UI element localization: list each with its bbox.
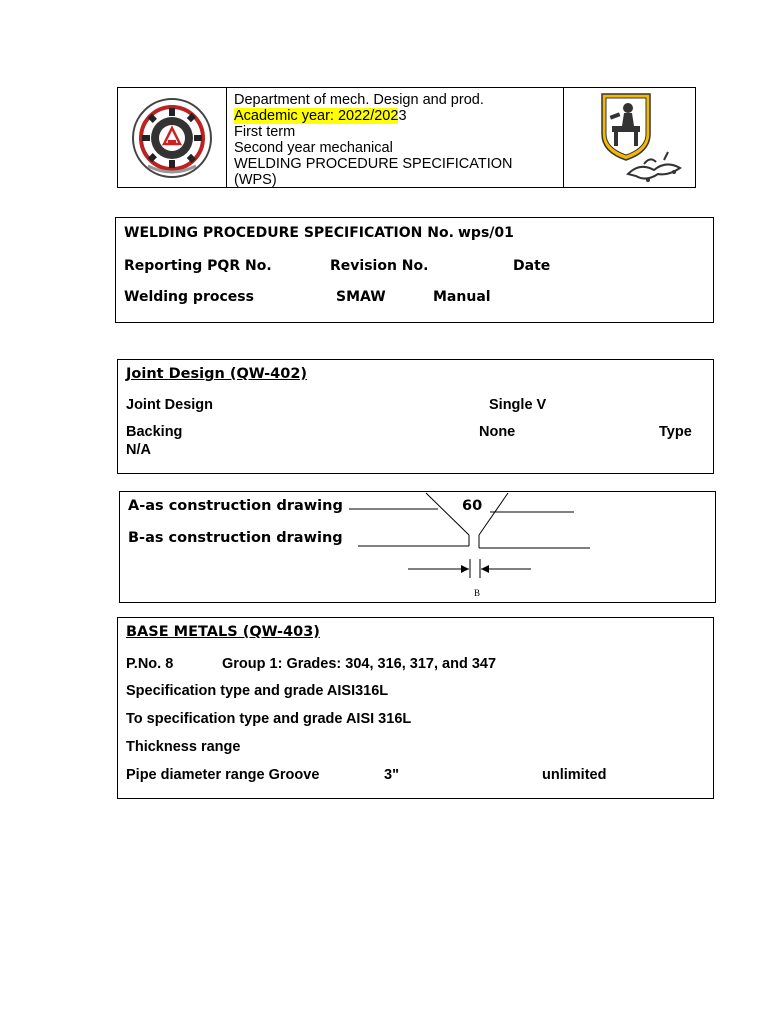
header-divider-left [226,88,227,187]
backing-label: Backing [126,424,183,440]
date-label: Date [513,258,551,274]
term: First term [234,124,296,140]
year-level: Second year mechanical [234,140,393,156]
joint-design-box [117,359,714,474]
joint-design-heading: Joint Design (QW-402) [126,366,308,382]
base-metals-heading: BASE METALS (QW-403) [126,624,320,640]
academic-year [234,108,574,124]
joint-design-label: Joint Design [126,397,214,413]
type-value: N/A [126,442,151,458]
academic-year-rest: 3 [398,108,407,124]
process-label: Welding process [124,289,254,305]
academic-year-highlighted: Academic year: 2022/202 [234,108,399,124]
process-mode: Manual [433,289,491,305]
root-gap-label: B [474,588,481,598]
to-spec-type-grade: To specification type and grade AISI 316L [126,711,412,727]
pqr-label: Reporting PQR No. [124,258,272,274]
thickness-range: Thickness range [126,739,241,755]
pipe-diameter-label: Pipe diameter range Groove [126,767,320,783]
department-name: Department of mech. Design and prod. [234,92,484,108]
header-table [117,87,696,188]
doc-title-line1: WELDING PROCEDURE SPECIFICATION [234,156,513,172]
pno: P.No. 8 [126,656,174,672]
spec-no-label: WELDING PROCEDURE SPECIFICATION No. [124,225,454,241]
drawing-line-a: A-as construction drawing [128,498,343,514]
wps-info-box [115,217,714,323]
pipe-diameter-range: unlimited [542,767,607,783]
backing-value: None [479,424,516,440]
university-logo [588,90,696,186]
joint-design-value: Single V [489,397,547,413]
spec-type-grade: Specification type and grade AISI316L [126,683,389,699]
drawing-line-b: B-as construction drawing [128,530,343,546]
revision-label: Revision No. [330,258,429,274]
groove-angle-label: 60 [462,498,483,514]
type-label: Type [659,424,692,440]
header-text [234,92,574,188]
pipe-diameter-value: 3" [384,767,399,783]
spec-no-value: wps/01 [458,225,514,241]
construction-drawing-box [119,491,716,603]
process-value: SMAW [336,289,386,305]
doc-title-line2: (WPS) [234,172,277,188]
single-v-joint-sketch [120,492,715,602]
faculty-logo [128,96,216,180]
base-metals-box [117,617,714,799]
group-grades: Group 1: Grades: 304, 316, 317, and 347 [222,656,497,672]
